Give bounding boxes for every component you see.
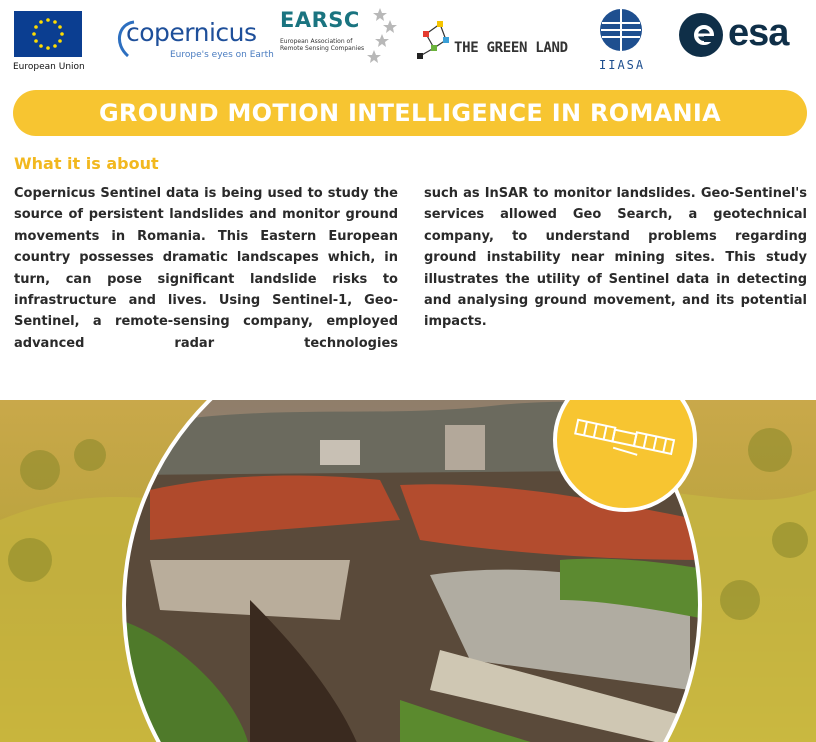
esa-emblem-icon [678, 12, 724, 58]
section-heading: What it is about [14, 154, 159, 173]
photo-section [0, 400, 816, 742]
globe-icon [598, 6, 644, 56]
iiasa-wordmark: IIASA [599, 58, 646, 72]
iiasa-logo [598, 6, 646, 72]
network-icon [416, 18, 456, 62]
eu-flag-logo [14, 11, 82, 57]
copernicus-wordmark: copernicus [126, 18, 257, 47]
page-title: GROUND MOTION INTELLIGENCE IN ROMANIA [98, 99, 722, 127]
copernicus-tagline: Europe's eyes on Earth [170, 50, 274, 60]
landslide-photo-illustration [0, 400, 816, 742]
body-text-column-1: Copernicus Sentinel data is being used to study the source of persistent landslides and monitor ground movements in Romania. This Eastern European country possesses dramatic landscapes which, in turn, can pose significant landslide risks to infrastructure and lives. Using Sentinel-1, Geo-Sentinel, a remote-sensing company, employed advanced radar technologies [14, 186, 398, 351]
earsc-stars-icon [366, 6, 400, 66]
title-banner [13, 90, 807, 136]
eu-label: European Union [13, 62, 85, 72]
body-text-column-2: such as InSAR to monitor landslides. Geo-Sentinel's services allowed Geo Search, a geotechnical company, to understand problems regarding ground instability near mining sites. This study illustrates the utility of Sentinel data in detecting and analysing ground movement, and its potential impacts. [424, 186, 807, 330]
greenland-wordmark: THE GREEN LAND [454, 40, 568, 56]
esa-logo [678, 12, 810, 58]
eu-stars-icon [14, 11, 82, 57]
earsc-wordmark: EARSC [280, 8, 360, 32]
earsc-logo [280, 6, 400, 66]
earsc-subtitle: European Association of Remote Sensing Companies [280, 38, 365, 52]
copernicus-logo [112, 14, 274, 66]
greenland-logo [416, 18, 576, 62]
logo-bar [0, 0, 816, 80]
esa-wordmark: esa [728, 12, 789, 54]
